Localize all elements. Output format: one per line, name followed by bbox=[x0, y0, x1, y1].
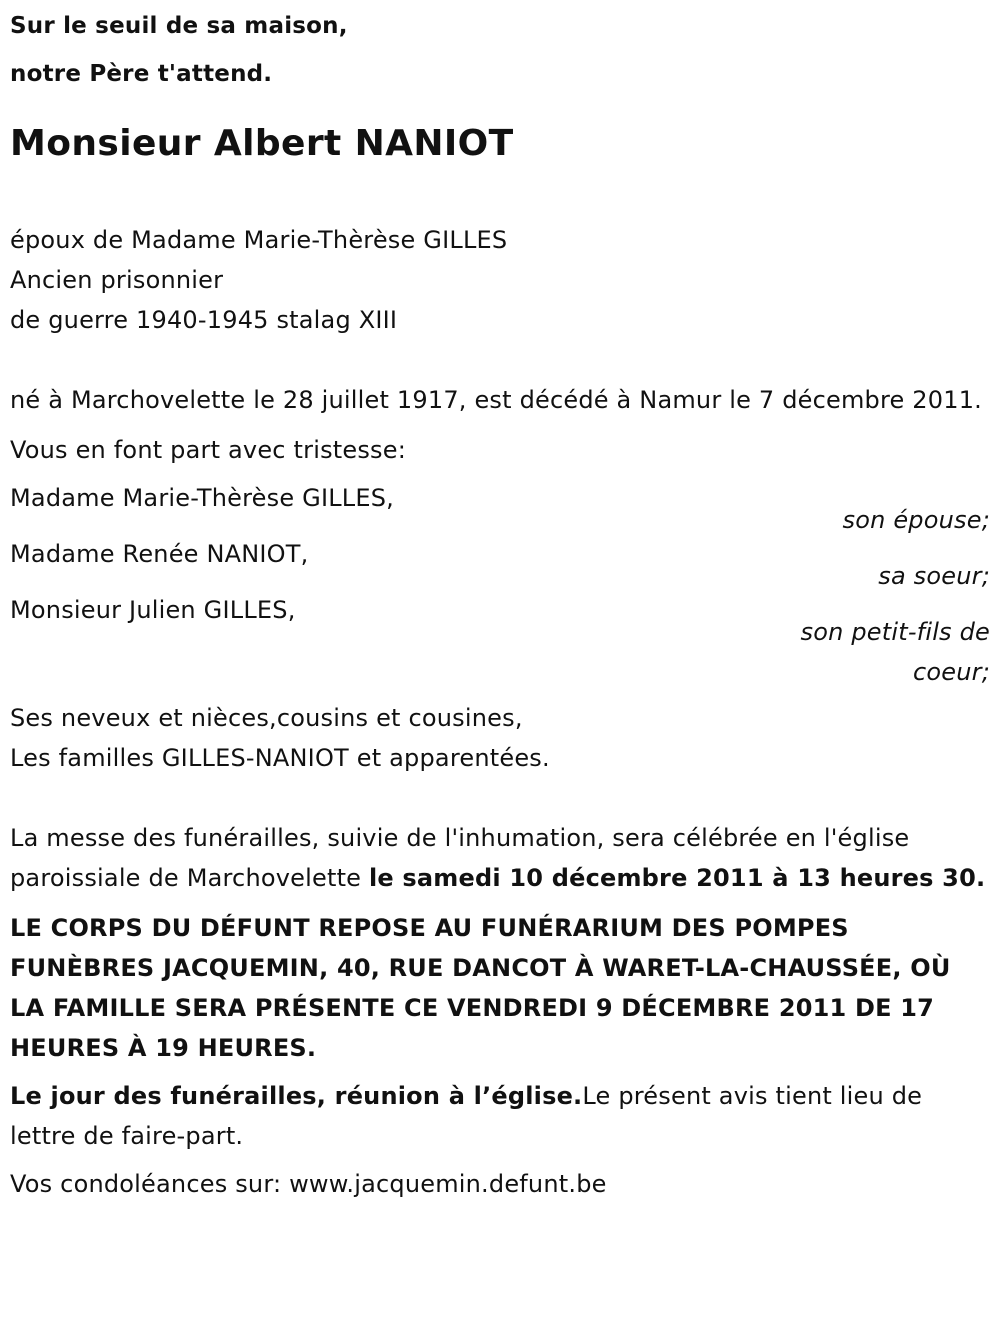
mass-text: La messe des funérailles, suivie de l'inhumation, sera célébrée en l'église paroissiale de Marchovelette bbox=[10, 824, 910, 892]
funeral-day-paragraph bbox=[10, 1076, 990, 1156]
mourner-name: Monsieur Julien GILLES, bbox=[10, 596, 296, 624]
obituary-page bbox=[0, 2, 1000, 1317]
body-rests-paragraph: LE CORPS DU DÉFUNT REPOSE AU FUNÉRARIUM DES POMPES FUNÈBRES JACQUEMIN, 40, RUE DANCOT À WARET-LA-CHAUSSÉE, OÙ LA FAMILLE SERA PRÉSENTE CE VENDREDI 9 DÉCEMBRE 2011 DE 17 HEURES À 19 HEURES. bbox=[10, 914, 951, 1062]
deceased-name: Monsieur Albert NANIOT bbox=[10, 123, 514, 164]
mourner-relation: son épouse; bbox=[842, 506, 990, 534]
intro-spouse: époux de Madame Marie-Thèrèse GILLES bbox=[10, 226, 508, 254]
intro-block bbox=[10, 220, 990, 340]
mourner-relation: sa soeur; bbox=[878, 562, 990, 590]
family-block bbox=[10, 698, 990, 778]
intro-prisoner: Ancien prisonnier bbox=[10, 266, 224, 294]
verse-line-1: Sur le seuil de sa maison, bbox=[10, 13, 348, 39]
mourner-relation: son petit-fils de coeur; bbox=[800, 618, 990, 686]
condolences-line: Vos condoléances sur: www.jacquemin.defunt.be bbox=[10, 1170, 607, 1198]
mourner-item bbox=[10, 478, 990, 540]
family-families: Les familles GILLES-NANIOT et apparentées. bbox=[10, 744, 550, 772]
mourner-name: Madame Marie-Thèrèse GILLES, bbox=[10, 484, 394, 512]
mourner-item bbox=[10, 590, 990, 692]
mass-paragraph bbox=[10, 818, 990, 898]
mourner-item bbox=[10, 534, 990, 596]
funeral-day-bold: Le jour des funérailles, réunion à l’église. bbox=[10, 1082, 583, 1110]
mass-date: le samedi 10 décembre 2011 à 13 heures 30. bbox=[368, 864, 986, 892]
announcement-intro: Vous en font part avec tristesse: bbox=[10, 436, 407, 464]
mourner-name: Madame Renée NANIOT, bbox=[10, 540, 309, 568]
family-nephews: Ses neveux et nièces,cousins et cousines, bbox=[10, 704, 523, 732]
verse-line-2: notre Père t'attend. bbox=[10, 61, 273, 87]
intro-war: de guerre 1940-1945 stalag XIII bbox=[10, 306, 398, 334]
birth-death-text: né à Marchovelette le 28 juillet 1917, est décédé à Namur le 7 décembre 2011. bbox=[10, 386, 983, 414]
funeral-day-rest: Le présent avis tient lieu de lettre de faire-part. bbox=[10, 1082, 923, 1150]
